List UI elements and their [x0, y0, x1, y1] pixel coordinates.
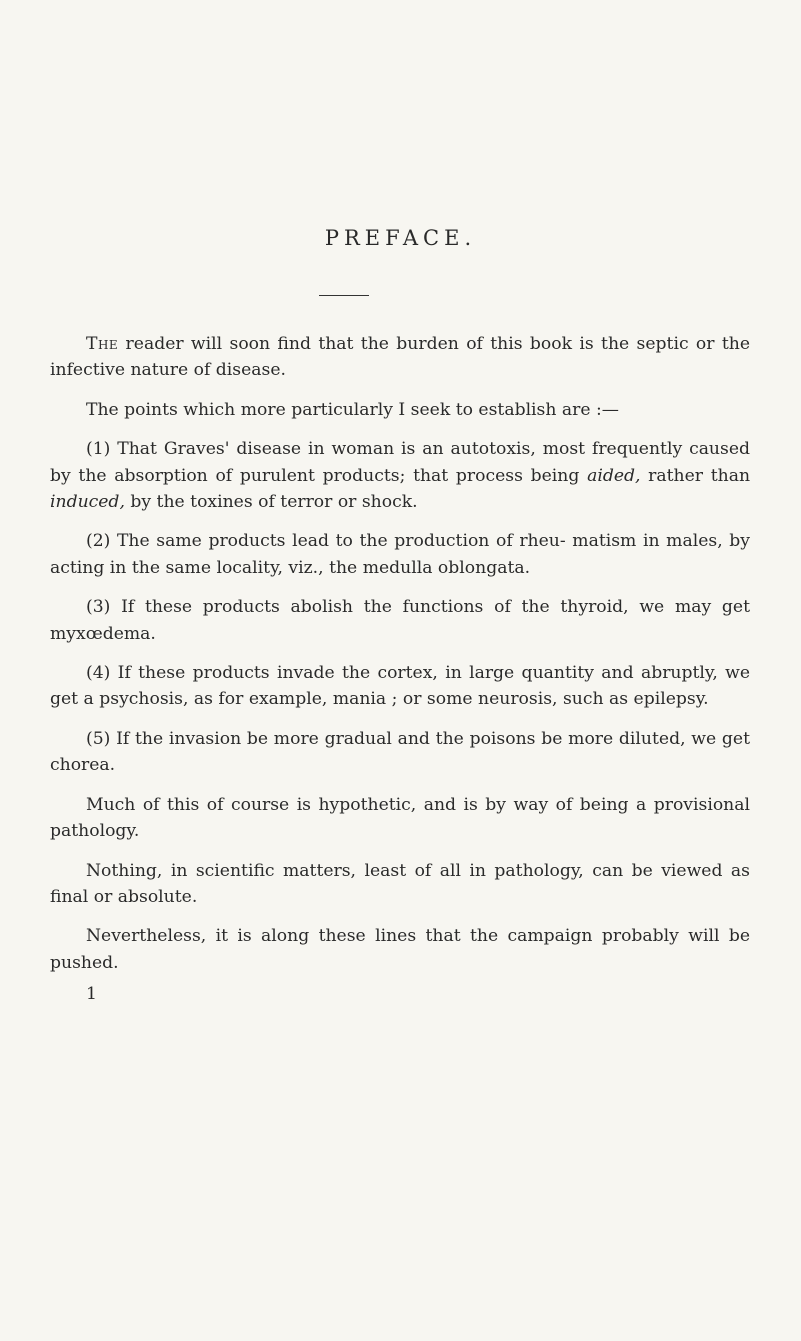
paragraph-4: (2) The same products lead to the production of rheu- matism in males, by acting in the same locality, viz., the medulla oblongata.: [50, 531, 750, 578]
paragraph-3-text-a: (1) That Graves' disease in woman is an autotoxis, most frequently caused by the absorption of purulent products; that process being: [50, 439, 750, 486]
paragraph-2: The points which more particularly I seek to establish are :—: [86, 399, 619, 420]
page-number: 1: [86, 984, 97, 1005]
page-title: PREFACE.: [324, 226, 477, 250]
paragraph-lead-word: The: [86, 334, 119, 354]
preface-body: [50, 331, 750, 1008]
paragraph-1-text: reader will soon find that the burden of this book is the septic or the infective nature of disease.: [50, 334, 750, 381]
paragraph-5: (3) If these products abolish the functions of the thyroid, we may get myxœdema.: [50, 597, 750, 644]
paragraph-10: Nevertheless, it is along these lines that the campaign probably will be pushed.: [50, 926, 750, 973]
paragraph-1: [50, 331, 750, 384]
paragraph-3-text-b: rather than: [640, 465, 751, 486]
paragraph-9: Nothing, in scientific matters, least of all in pathology, can be viewed as final or absolute.: [50, 860, 750, 907]
paragraph-6: (4) If these products invade the cortex, in large quantity and abruptly, we get a psychosis, as for example, mania ; or some neurosis, such as epilepsy.: [50, 663, 750, 710]
paragraph-8: Much of this of course is hypothetic, and is by way of being a provisional pathology.: [50, 794, 750, 842]
paragraph-3: [50, 436, 750, 515]
emphasis-aided: aided,: [587, 465, 641, 486]
paragraph-7: (5) If the invasion be more gradual and the poisons be more diluted, we get chorea.: [50, 728, 750, 776]
emphasis-induced: induced,: [50, 492, 125, 513]
paragraph-3-text-c: by the toxines of terror or shock.: [124, 492, 418, 513]
title-divider: [319, 295, 369, 296]
